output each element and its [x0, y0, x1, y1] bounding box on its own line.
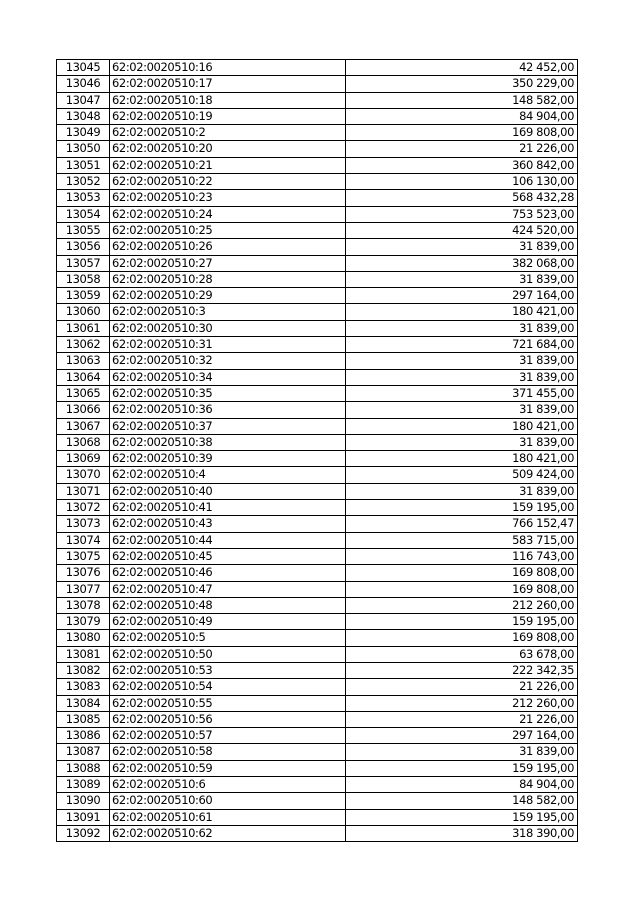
row-number-cell: 13051: [57, 157, 110, 173]
row-number-cell: 13076: [57, 565, 110, 581]
row-number-cell: 13085: [57, 711, 110, 727]
row-number-cell: 13069: [57, 451, 110, 467]
table-row: [57, 402, 578, 418]
row-number-cell: 13070: [57, 467, 110, 483]
cadastral-number-cell: 62:02:0020510:55: [110, 695, 346, 711]
row-number-cell: 13072: [57, 500, 110, 516]
table-row: [57, 760, 578, 776]
table-row: [57, 695, 578, 711]
cadastral-number-cell: 62:02:0020510:54: [110, 679, 346, 695]
cadastral-value-cell: 169 808,00: [346, 565, 578, 581]
cadastral-number-cell: 62:02:0020510:48: [110, 597, 346, 613]
cadastral-value-cell: 568 432,28: [346, 190, 578, 206]
table-row: [57, 288, 578, 304]
row-number-cell: 13088: [57, 760, 110, 776]
cadastral-number-cell: 62:02:0020510:3: [110, 304, 346, 320]
cadastral-value-cell: 360 842,00: [346, 157, 578, 173]
table-row: [57, 353, 578, 369]
cadastral-value-cell: 382 068,00: [346, 255, 578, 271]
row-number-cell: 13046: [57, 76, 110, 92]
cadastral-value-cell: 766 152,47: [346, 516, 578, 532]
table-row: [57, 565, 578, 581]
table-row: [57, 581, 578, 597]
table-row: [57, 434, 578, 450]
cadastral-number-cell: 62:02:0020510:59: [110, 760, 346, 776]
row-number-cell: 13065: [57, 385, 110, 401]
cadastral-value-cell: 84 904,00: [346, 108, 578, 124]
table-row: [57, 630, 578, 646]
row-number-cell: 13049: [57, 125, 110, 141]
row-number-cell: 13045: [57, 60, 110, 76]
cadastral-value-cell: 180 421,00: [346, 418, 578, 434]
row-number-cell: 13059: [57, 288, 110, 304]
cadastral-number-cell: 62:02:0020510:22: [110, 174, 346, 190]
cadastral-value-cell: 159 195,00: [346, 760, 578, 776]
cadastral-value-cell: 350 229,00: [346, 76, 578, 92]
row-number-cell: 13073: [57, 516, 110, 532]
row-number-cell: 13090: [57, 793, 110, 809]
table-row: [57, 385, 578, 401]
row-number-cell: 13075: [57, 548, 110, 564]
cadastral-value-cell: 148 582,00: [346, 92, 578, 108]
cadastral-number-cell: 62:02:0020510:44: [110, 532, 346, 548]
cadastral-number-cell: 62:02:0020510:2: [110, 125, 346, 141]
cadastral-number-cell: 62:02:0020510:43: [110, 516, 346, 532]
cadastral-number-cell: 62:02:0020510:61: [110, 809, 346, 825]
cadastral-value-cell: 721 684,00: [346, 337, 578, 353]
cadastral-value-cell: 159 195,00: [346, 614, 578, 630]
cadastral-value-cell: 212 260,00: [346, 597, 578, 613]
cadastral-number-cell: 62:02:0020510:53: [110, 662, 346, 678]
table-row: [57, 646, 578, 662]
table-row: [57, 157, 578, 173]
row-number-cell: 13074: [57, 532, 110, 548]
row-number-cell: 13061: [57, 320, 110, 336]
table-row: [57, 92, 578, 108]
table-row: [57, 190, 578, 206]
cadastral-value-cell: 42 452,00: [346, 60, 578, 76]
cadastral-number-cell: 62:02:0020510:62: [110, 825, 346, 841]
row-number-cell: 13062: [57, 337, 110, 353]
row-number-cell: 13077: [57, 581, 110, 597]
cadastral-value-cell: 169 808,00: [346, 125, 578, 141]
row-number-cell: 13071: [57, 483, 110, 499]
cadastral-number-cell: 62:02:0020510:21: [110, 157, 346, 173]
cadastral-number-cell: 62:02:0020510:35: [110, 385, 346, 401]
table-row: [57, 744, 578, 760]
cadastral-value-cell: 159 195,00: [346, 809, 578, 825]
cadastral-number-cell: 62:02:0020510:40: [110, 483, 346, 499]
row-number-cell: 13055: [57, 222, 110, 238]
row-number-cell: 13082: [57, 662, 110, 678]
cadastral-number-cell: 62:02:0020510:39: [110, 451, 346, 467]
cadastral-value-cell: 148 582,00: [346, 793, 578, 809]
row-number-cell: 13068: [57, 434, 110, 450]
row-number-cell: 13083: [57, 679, 110, 695]
table-row: [57, 467, 578, 483]
row-number-cell: 13084: [57, 695, 110, 711]
row-number-cell: 13050: [57, 141, 110, 157]
cadastral-number-cell: 62:02:0020510:18: [110, 92, 346, 108]
cadastral-number-cell: 62:02:0020510:50: [110, 646, 346, 662]
cadastral-value-cell: 180 421,00: [346, 451, 578, 467]
table-row: [57, 711, 578, 727]
row-number-cell: 13058: [57, 271, 110, 287]
row-number-cell: 13091: [57, 809, 110, 825]
row-number-cell: 13052: [57, 174, 110, 190]
row-number-cell: 13079: [57, 614, 110, 630]
table-row: [57, 728, 578, 744]
table-row: [57, 777, 578, 793]
cadastral-number-cell: 62:02:0020510:38: [110, 434, 346, 450]
cadastral-number-cell: 62:02:0020510:36: [110, 402, 346, 418]
table-row: [57, 369, 578, 385]
row-number-cell: 13053: [57, 190, 110, 206]
cadastral-number-cell: 62:02:0020510:45: [110, 548, 346, 564]
table-row: [57, 76, 578, 92]
cadastral-number-cell: 62:02:0020510:37: [110, 418, 346, 434]
cadastral-number-cell: 62:02:0020510:56: [110, 711, 346, 727]
row-number-cell: 13067: [57, 418, 110, 434]
cadastral-value-cell: 222 342,35: [346, 662, 578, 678]
row-number-cell: 13054: [57, 206, 110, 222]
cadastral-number-cell: 62:02:0020510:28: [110, 271, 346, 287]
table-row: [57, 679, 578, 695]
table-row: [57, 239, 578, 255]
cadastral-value-cell: 371 455,00: [346, 385, 578, 401]
cadastral-number-cell: 62:02:0020510:16: [110, 60, 346, 76]
cadastral-value-cell: 297 164,00: [346, 728, 578, 744]
cadastral-number-cell: 62:02:0020510:57: [110, 728, 346, 744]
cadastral-value-cell: 297 164,00: [346, 288, 578, 304]
cadastral-value-cell: 31 839,00: [346, 483, 578, 499]
cadastral-value-cell: 31 839,00: [346, 369, 578, 385]
cadastral-number-cell: 62:02:0020510:27: [110, 255, 346, 271]
cadastral-value-cell: 509 424,00: [346, 467, 578, 483]
cadastral-value-cell: 424 520,00: [346, 222, 578, 238]
cadastral-number-cell: 62:02:0020510:19: [110, 108, 346, 124]
cadastral-value-table: [56, 59, 578, 842]
table-row: [57, 108, 578, 124]
cadastral-value-cell: 31 839,00: [346, 239, 578, 255]
cadastral-value-cell: 31 839,00: [346, 271, 578, 287]
row-number-cell: 13064: [57, 369, 110, 385]
cadastral-value-cell: 753 523,00: [346, 206, 578, 222]
table-row: [57, 451, 578, 467]
cadastral-value-cell: 63 678,00: [346, 646, 578, 662]
row-number-cell: 13086: [57, 728, 110, 744]
table-row: [57, 206, 578, 222]
cadastral-value-cell: 318 390,00: [346, 825, 578, 841]
cadastral-value-cell: 21 226,00: [346, 711, 578, 727]
cadastral-value-cell: 180 421,00: [346, 304, 578, 320]
cadastral-number-cell: 62:02:0020510:49: [110, 614, 346, 630]
cadastral-value-cell: 583 715,00: [346, 532, 578, 548]
cadastral-number-cell: 62:02:0020510:47: [110, 581, 346, 597]
cadastral-number-cell: 62:02:0020510:17: [110, 76, 346, 92]
cadastral-value-cell: 21 226,00: [346, 679, 578, 695]
cadastral-value-cell: 31 839,00: [346, 744, 578, 760]
table-body: [57, 60, 578, 842]
row-number-cell: 13087: [57, 744, 110, 760]
table-row: [57, 222, 578, 238]
row-number-cell: 13057: [57, 255, 110, 271]
table-row: [57, 304, 578, 320]
cadastral-value-cell: 116 743,00: [346, 548, 578, 564]
table-row: [57, 809, 578, 825]
cadastral-value-cell: 31 839,00: [346, 402, 578, 418]
table-row: [57, 516, 578, 532]
table-row: [57, 60, 578, 76]
table-row: [57, 500, 578, 516]
table-row: [57, 418, 578, 434]
cadastral-number-cell: 62:02:0020510:41: [110, 500, 346, 516]
row-number-cell: 13078: [57, 597, 110, 613]
cadastral-number-cell: 62:02:0020510:6: [110, 777, 346, 793]
cadastral-number-cell: 62:02:0020510:23: [110, 190, 346, 206]
table-row: [57, 271, 578, 287]
table-row: [57, 483, 578, 499]
cadastral-value-cell: 21 226,00: [346, 141, 578, 157]
table-row: [57, 614, 578, 630]
row-number-cell: 13089: [57, 777, 110, 793]
cadastral-number-cell: 62:02:0020510:24: [110, 206, 346, 222]
cadastral-number-cell: 62:02:0020510:4: [110, 467, 346, 483]
table-row: [57, 174, 578, 190]
table-row: [57, 141, 578, 157]
cadastral-number-cell: 62:02:0020510:60: [110, 793, 346, 809]
row-number-cell: 13066: [57, 402, 110, 418]
cadastral-value-cell: 159 195,00: [346, 500, 578, 516]
cadastral-number-cell: 62:02:0020510:25: [110, 222, 346, 238]
cadastral-number-cell: 62:02:0020510:26: [110, 239, 346, 255]
row-number-cell: 13060: [57, 304, 110, 320]
row-number-cell: 13047: [57, 92, 110, 108]
table-row: [57, 662, 578, 678]
cadastral-value-cell: 31 839,00: [346, 434, 578, 450]
table-row: [57, 548, 578, 564]
table-row: [57, 793, 578, 809]
cadastral-value-cell: 31 839,00: [346, 320, 578, 336]
table-row: [57, 337, 578, 353]
table-row: [57, 255, 578, 271]
row-number-cell: 13048: [57, 108, 110, 124]
table-row: [57, 597, 578, 613]
cadastral-value-cell: 212 260,00: [346, 695, 578, 711]
cadastral-value-cell: 106 130,00: [346, 174, 578, 190]
row-number-cell: 13063: [57, 353, 110, 369]
cadastral-value-cell: 84 904,00: [346, 777, 578, 793]
cadastral-number-cell: 62:02:0020510:29: [110, 288, 346, 304]
row-number-cell: 13056: [57, 239, 110, 255]
cadastral-number-cell: 62:02:0020510:32: [110, 353, 346, 369]
table-row: [57, 825, 578, 841]
table-row: [57, 532, 578, 548]
row-number-cell: 13080: [57, 630, 110, 646]
cadastral-value-cell: 169 808,00: [346, 630, 578, 646]
cadastral-number-cell: 62:02:0020510:31: [110, 337, 346, 353]
cadastral-number-cell: 62:02:0020510:34: [110, 369, 346, 385]
cadastral-number-cell: 62:02:0020510:30: [110, 320, 346, 336]
table-row: [57, 320, 578, 336]
cadastral-value-cell: 31 839,00: [346, 353, 578, 369]
cadastral-value-cell: 169 808,00: [346, 581, 578, 597]
cadastral-number-cell: 62:02:0020510:46: [110, 565, 346, 581]
cadastral-number-cell: 62:02:0020510:20: [110, 141, 346, 157]
row-number-cell: 13092: [57, 825, 110, 841]
row-number-cell: 13081: [57, 646, 110, 662]
cadastral-number-cell: 62:02:0020510:58: [110, 744, 346, 760]
table-row: [57, 125, 578, 141]
cadastral-number-cell: 62:02:0020510:5: [110, 630, 346, 646]
